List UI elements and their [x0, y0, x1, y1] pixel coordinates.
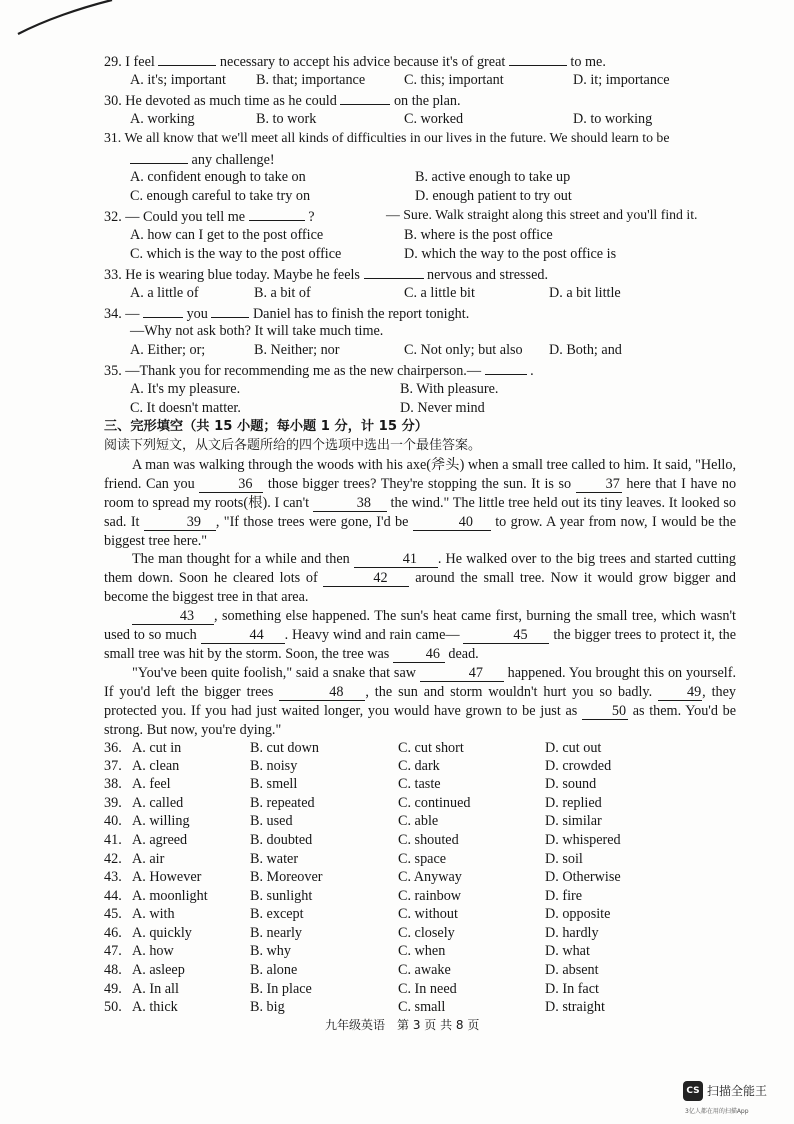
- cloze-row: 49.: [104, 981, 122, 997]
- cloze-option: D. In fact: [545, 981, 599, 997]
- cloze-option: C. continued: [398, 795, 471, 811]
- cloze-option: B. except: [250, 906, 304, 922]
- option: D. enough patient to try out: [415, 188, 572, 204]
- cloze-row: 46.: [104, 925, 122, 941]
- answer-blank: [158, 51, 216, 66]
- camscanner-logo-icon: CS: [683, 1081, 703, 1101]
- cloze-blank: 37: [576, 477, 622, 493]
- cloze-row: 40.: [104, 813, 122, 829]
- option: C. worked: [404, 111, 464, 127]
- cloze-row: 45.: [104, 906, 122, 922]
- cloze-option: C. dark: [398, 758, 440, 774]
- option: B. where is the post office: [404, 227, 553, 243]
- cloze-option: A. moonlight: [132, 888, 208, 904]
- cloze-option: A. asleep: [132, 962, 185, 978]
- option: B. active enough to take up: [415, 169, 571, 185]
- cloze-option: D. straight: [545, 999, 605, 1015]
- cloze-row: 39.: [104, 795, 122, 811]
- passage-paragraph: The man thought for a while and then 41 . He walked over to the big trees and started cutting them down. Soon he cleared lots of 42 around the small tree. Now it would grow bigger and become the biggest tree in that area.: [104, 551, 737, 605]
- option: D. Both; and: [549, 342, 622, 358]
- cloze-option: A. willing: [132, 813, 190, 829]
- option: C. enough careful to take try on: [130, 188, 311, 204]
- cloze-option: D. crowded: [545, 758, 612, 774]
- option: C. a little bit: [404, 285, 475, 301]
- cloze-option: C. cut short: [398, 740, 464, 756]
- cloze-blank: 44: [201, 628, 285, 644]
- cloze-option: D. sound: [545, 776, 597, 792]
- cloze-option: D. cut out: [545, 740, 602, 756]
- cloze-row: 50.: [104, 999, 122, 1015]
- option: C. Not only; but also: [404, 342, 523, 358]
- cloze-option: A. However: [132, 869, 202, 885]
- question-35: 35. —Thank you for recommending me as the new chairperson.— .: [104, 360, 534, 381]
- cloze-option: A. agreed: [132, 832, 188, 848]
- cloze-option: C. Anyway: [398, 869, 462, 885]
- cloze-option: D. similar: [545, 813, 602, 829]
- cloze-option: B. sunlight: [250, 888, 313, 904]
- cloze-option: A. cut in: [132, 740, 182, 756]
- cloze-blank: 47: [420, 666, 504, 682]
- cloze-option: D. soil: [545, 851, 583, 867]
- option: B. that; importance: [256, 72, 366, 88]
- cloze-option: B. water: [250, 851, 299, 867]
- cloze-option: A. quickly: [132, 925, 192, 941]
- option: D. to working: [573, 111, 653, 127]
- question-34: 34. — you Daniel has to finish the report tonight.: [104, 303, 469, 324]
- cloze-option: D. replied: [545, 795, 602, 811]
- cloze-row: 41.: [104, 832, 122, 848]
- cloze-row: 43.: [104, 869, 122, 885]
- cloze-blank: 50: [582, 704, 628, 720]
- answer-blank: [211, 303, 249, 318]
- answer-blank: [143, 303, 183, 318]
- question-34-line2: —Why not ask both? It will take much time.: [130, 323, 384, 339]
- option: A. It's my pleasure.: [130, 381, 241, 397]
- option: C. It doesn't matter.: [130, 400, 241, 416]
- option: D. a bit little: [549, 285, 621, 301]
- cloze-option: B. why: [250, 943, 291, 959]
- cloze-option: A. feel: [132, 776, 171, 792]
- cloze-option: D. hardly: [545, 925, 599, 941]
- cloze-option: A. how: [132, 943, 174, 959]
- cloze-blank: 42: [323, 571, 409, 587]
- cloze-option: C. closely: [398, 925, 455, 941]
- answer-blank: [249, 206, 305, 221]
- cloze-option: B. used: [250, 813, 293, 829]
- question-31: 31. We all know that we'll meet all kinds of difficulties in our lives in the future. We should learn to be: [104, 130, 670, 145]
- answer-blank: [485, 360, 527, 375]
- question-33: 33. He is wearing blue today. Maybe he feels nervous and stressed.: [104, 264, 548, 285]
- cloze-blank: 38: [313, 496, 387, 512]
- option: A. a little of: [130, 285, 199, 301]
- cloze-option: C. shouted: [398, 832, 459, 848]
- option: A. confident enough to take on: [130, 169, 306, 185]
- cloze-option: D. Otherwise: [545, 869, 621, 885]
- cloze-option: B. Moreover: [250, 869, 323, 885]
- cloze-option: B. noisy: [250, 758, 298, 774]
- cloze-row: 44.: [104, 888, 122, 904]
- cloze-blank: 43: [132, 609, 214, 625]
- cloze-option: B. big: [250, 999, 285, 1015]
- answer-blank: [509, 51, 567, 66]
- cloze-option: C. space: [398, 851, 447, 867]
- option: C. which is the way to the post office: [130, 246, 342, 262]
- cloze-option: B. repeated: [250, 795, 315, 811]
- section-instruction: 阅读下列短文，从文后各题所给的四个选项中选出一个最佳答案。: [104, 438, 482, 453]
- option: B. a bit of: [254, 285, 311, 301]
- cloze-option: C. small: [398, 999, 446, 1015]
- cloze-option: C. awake: [398, 962, 451, 978]
- cloze-option: B. alone: [250, 962, 298, 978]
- cloze-option: C. taste: [398, 776, 441, 792]
- camscanner-tagline: 3亿人都在用的扫描App: [685, 1108, 749, 1115]
- answer-blank: [364, 264, 424, 279]
- camscanner-name: 扫描全能王: [707, 1084, 768, 1098]
- cloze-option: C. able: [398, 813, 439, 829]
- page-footer: 九年级英语 第 3 页 共 8 页: [325, 1018, 480, 1032]
- cloze-blank: 46: [393, 647, 445, 663]
- cloze-row: 36.: [104, 740, 122, 756]
- question-32: 32. — Could you tell me ?: [104, 206, 315, 227]
- passage-paragraph: A man was walking through the woods with his axe(斧头) when a small tree called to him. It said, "Hello, friend. Can you 36 those bigger trees? They're stopping the sun. It is so 37 here that I have no room to spread my roots(根). I can't 38 the wind." The little tree held out its tiny leaves. It looked so sad. It 39 , "If those trees were gone, I'd be 40 to grow. A year from now, I would be the biggest tree here.": [104, 457, 737, 549]
- cloze-option: D. absent: [545, 962, 599, 978]
- question-30: 30. He devoted as much time as he could on the plan.: [104, 90, 461, 111]
- cloze-option: A. called: [132, 795, 184, 811]
- cloze-blank: 40: [413, 515, 491, 531]
- option: A. how can I get to the post office: [130, 227, 324, 243]
- scan-mark-stroke: [0, 0, 120, 40]
- option: A. Either; or;: [130, 342, 206, 358]
- cloze-blank: 41: [354, 552, 438, 568]
- cloze-option: D. whispered: [545, 832, 621, 848]
- option: A. working: [130, 111, 195, 127]
- cloze-row: 37.: [104, 758, 122, 774]
- option: B. Neither; nor: [254, 342, 340, 358]
- cloze-option: D. what: [545, 943, 590, 959]
- cloze-option: C. In need: [398, 981, 457, 997]
- cloze-option: D. fire: [545, 888, 583, 904]
- question-29: 29. I feel necessary to accept his advice because it's of great to me.: [104, 51, 606, 72]
- cloze-row: 42.: [104, 851, 122, 867]
- cloze-row: 38.: [104, 776, 122, 792]
- option: D. which the way to the post office is: [404, 246, 617, 262]
- answer-blank: [340, 90, 390, 105]
- cloze-option: C. rainbow: [398, 888, 462, 904]
- cloze-blank: 48: [279, 685, 365, 701]
- cloze-option: B. smell: [250, 776, 298, 792]
- cloze-row: 47.: [104, 943, 122, 959]
- camscanner-watermark: [683, 1079, 783, 1119]
- cloze-option: C. when: [398, 943, 446, 959]
- option: D. it; importance: [573, 72, 670, 88]
- passage-paragraph: 43 , something else happened. The sun's heat came first, burning the small tree, which wasn't used to so much 44 . Heavy wind and rain came— 45 the bigger trees to protect it, the small tree was hit by the storm. Soon, the tree was 46 dead.: [104, 608, 737, 662]
- cloze-option: D. opposite: [545, 906, 611, 922]
- cloze-option: B. nearly: [250, 925, 303, 941]
- cloze-option: A. air: [132, 851, 165, 867]
- answer-blank: [130, 149, 188, 164]
- option: D. Never mind: [400, 400, 485, 416]
- section-title: 三、完形填空（共 15 小题；每小题 1 分，计 15 分）: [104, 419, 428, 434]
- cloze-option: A. clean: [132, 758, 180, 774]
- cloze-blank: 36: [199, 477, 263, 493]
- cloze-option: A. thick: [132, 999, 178, 1015]
- cloze-option: B. doubted: [250, 832, 313, 848]
- cloze-option: C. without: [398, 906, 458, 922]
- option: C. this; important: [404, 72, 504, 88]
- cloze-option: A. In all: [132, 981, 179, 997]
- cloze-option: B. cut down: [250, 740, 319, 756]
- cloze-option: B. In place: [250, 981, 312, 997]
- cloze-option: A. with: [132, 906, 175, 922]
- option: B. With pleasure.: [400, 381, 499, 397]
- cloze-blank: 39: [144, 515, 216, 531]
- cloze-row: 48.: [104, 962, 122, 978]
- question-32-reply: — Sure. Walk straight along this street and you'll find it.: [386, 207, 698, 222]
- cloze-blank: 49: [658, 685, 702, 701]
- option: A. it's; important: [130, 72, 226, 88]
- cloze-blank: 45: [463, 628, 549, 644]
- option: B. to work: [256, 111, 317, 127]
- passage-paragraph: "You've been quite foolish," said a snake that saw 47 happened. You brought this on yourself. If you'd left the bigger trees 48 , the sun and storm wouldn't hurt you so badly. 49, they protected you. If you had just waited longer, you would have grown to be just as 50 as them. You'd be strong. But now, you're dying.": [104, 665, 737, 738]
- question-31-line2: any challenge!: [130, 149, 275, 170]
